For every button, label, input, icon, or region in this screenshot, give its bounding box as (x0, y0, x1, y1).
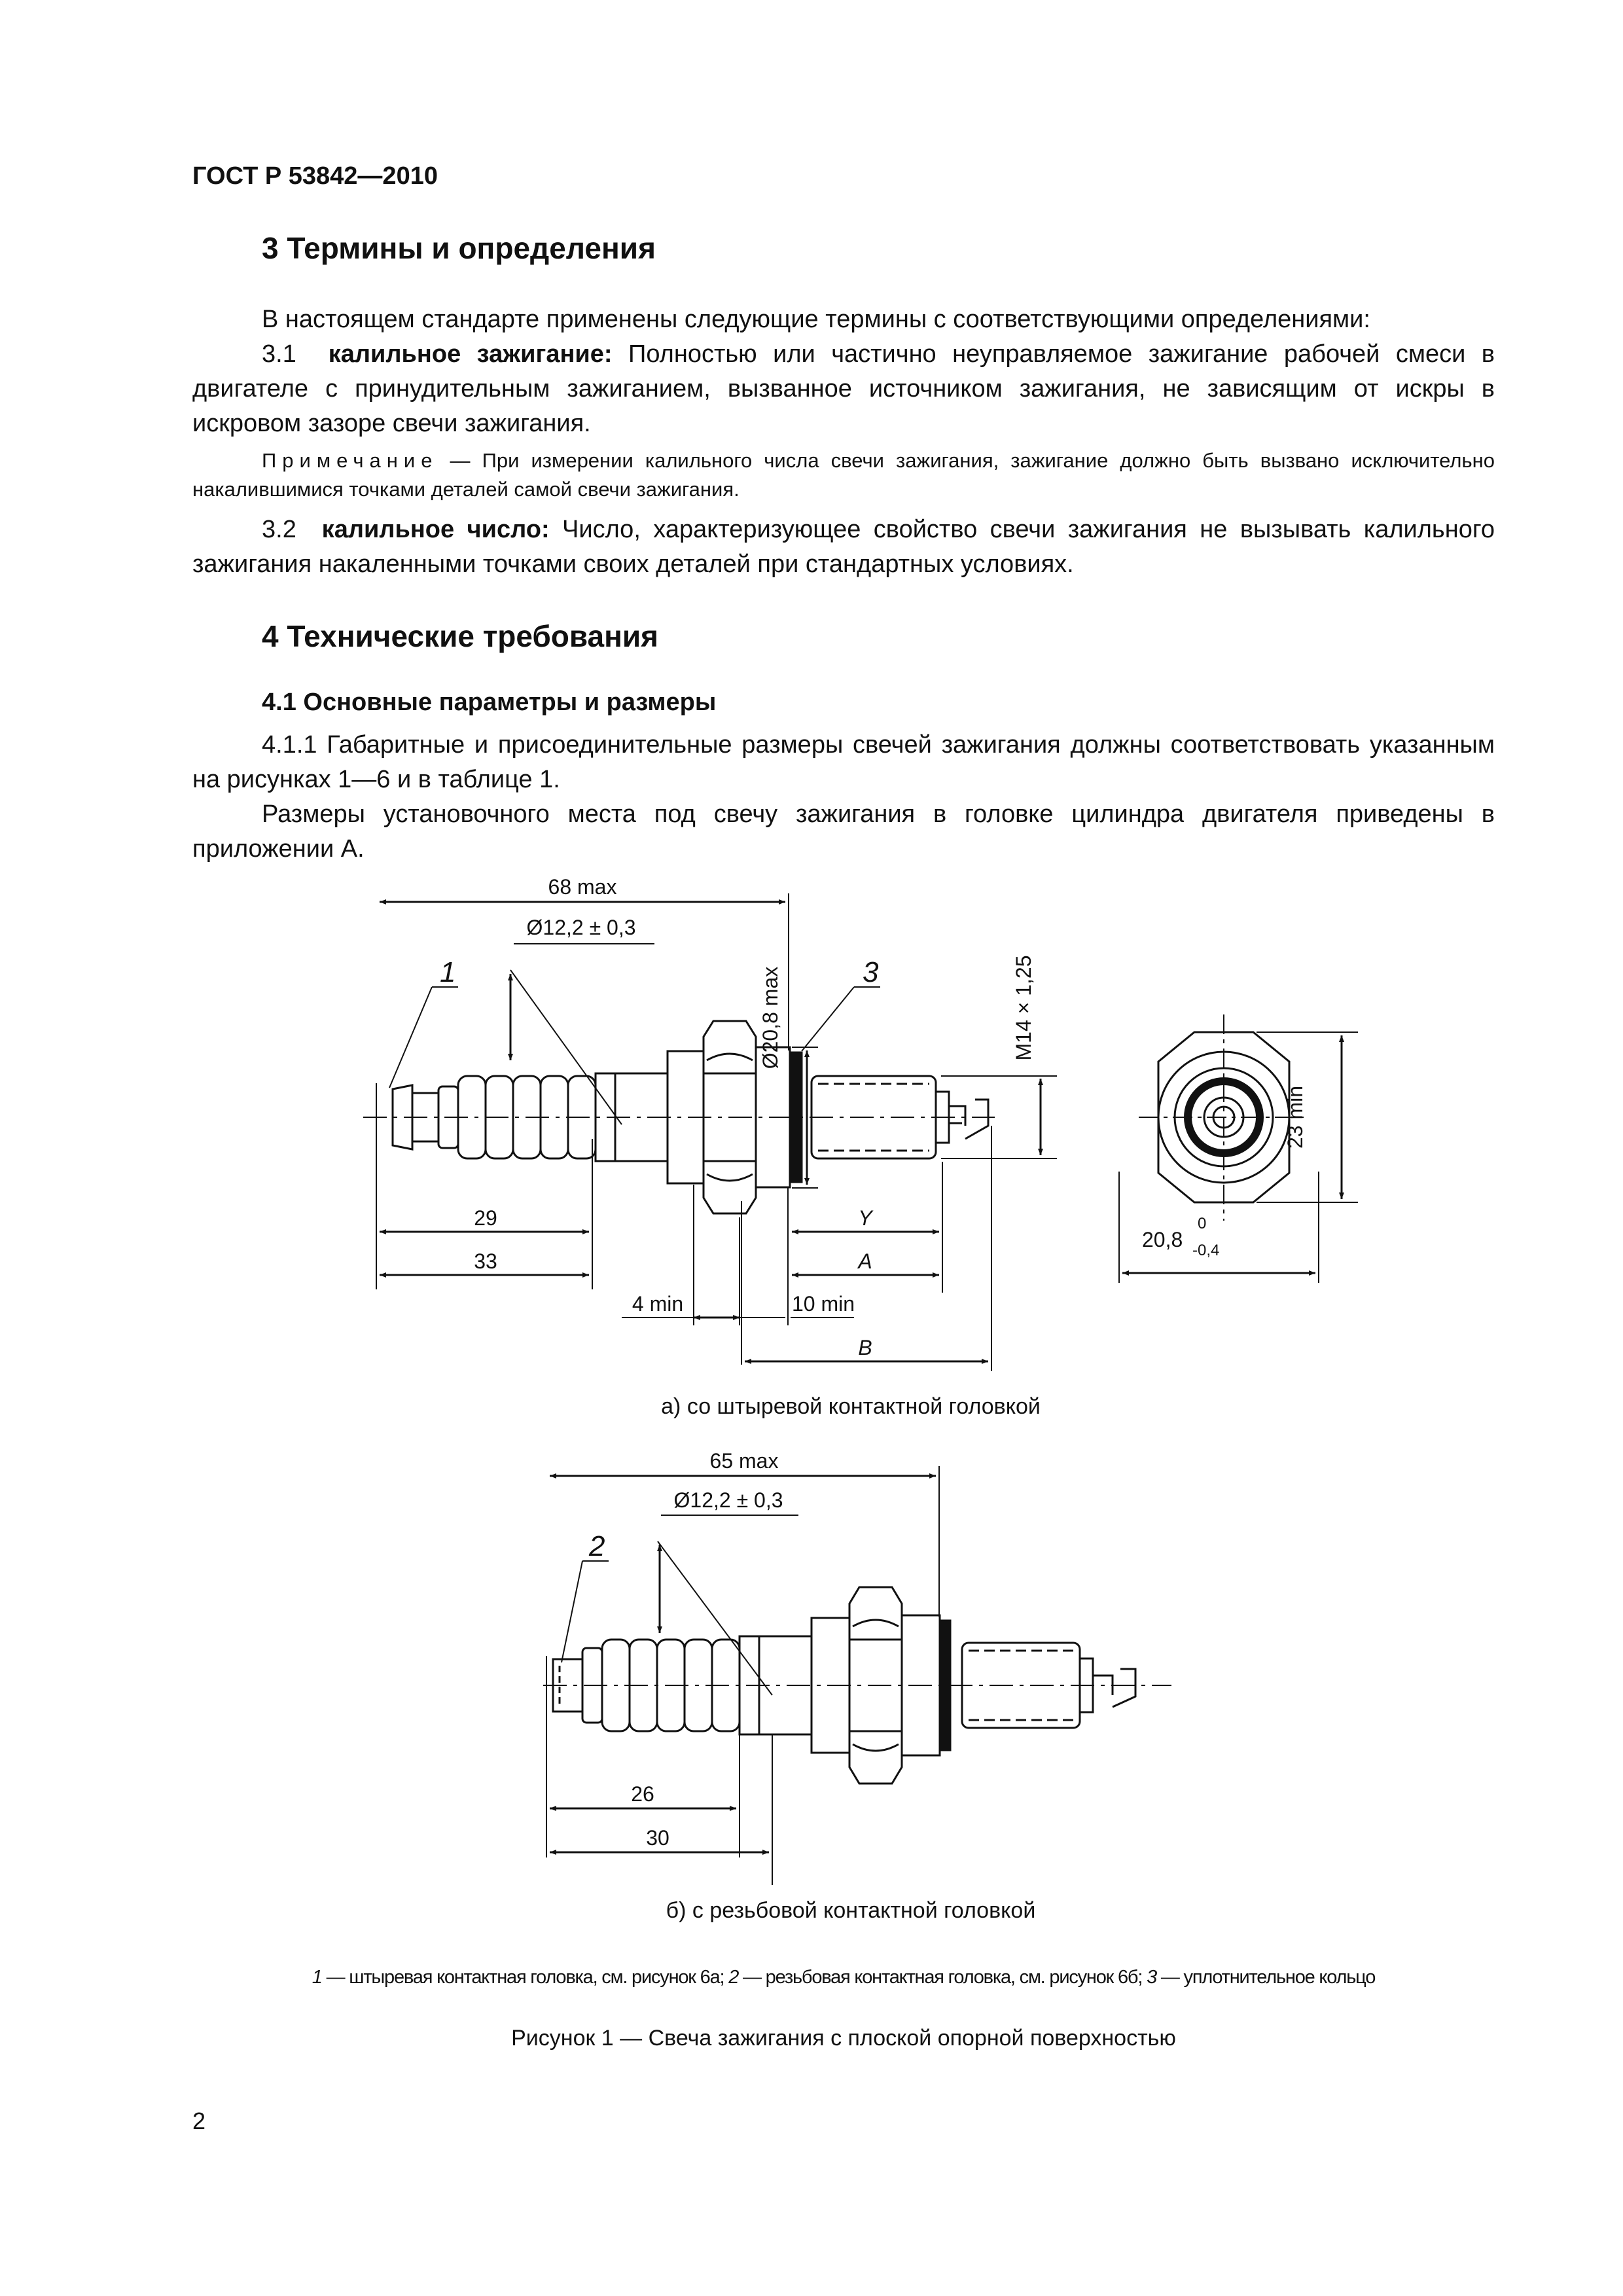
callout-3: 3 (863, 956, 879, 988)
spark-plug-b (543, 1587, 1171, 1784)
figure-a-caption: а) со штыревой контактной головкой (661, 1394, 1041, 1419)
term-3-2-definition: Число, характеризующее свойство свечи зажигания не вызывать калильного зажигания накаленными точками своих деталей при стандартных условиях. (192, 516, 1495, 578)
document-header: ГОСТ Р 53842—2010 (192, 162, 438, 190)
section-3-heading: 3 Термины и определения (262, 231, 656, 265)
dim-hex-base: 20,8 (1142, 1228, 1183, 1251)
legend-text-1: — штыревая контактная головка, см. рисунок 6а; (321, 1967, 729, 1988)
legend-key-2: 2 (728, 1967, 739, 1988)
dim-30: 30 (646, 1826, 669, 1850)
spark-plug-a (363, 1021, 995, 1213)
callout-1: 1 (440, 956, 456, 988)
dim-33: 33 (474, 1249, 497, 1273)
hex-end-view (1139, 1014, 1306, 1221)
term-3-2-term: калильное число: (321, 516, 550, 543)
legend-key-3: 3 (1147, 1967, 1156, 1988)
term-3-2-number: 3.2 (262, 516, 296, 543)
section-3-intro: В настоящем стандарте применены следующие термины с соответствующими определениями: (262, 306, 1370, 333)
figure-b-caption: б) с резьбовой контактной головкой (666, 1898, 1036, 1923)
dim-B: B (858, 1336, 872, 1359)
note-label: Примечание (262, 449, 438, 472)
dim-A: A (858, 1249, 872, 1273)
dim-hex-upper-tol: 0 (1198, 1215, 1207, 1232)
term-3-1-definition: Полностью или частично неуправляемое зажигание рабочей смеси в двигателе с принудительным зажиганием, вызванное источником зажигания, не зависящим от искры в искровом зазоре свечи зажигания. (192, 340, 1495, 437)
paragraph-4-1-1: 4.1.1 Габаритные и присоединительные размеры свечей зажигания должны соответствовать указанным на рисунках 1—6 и в таблице 1. (192, 731, 1495, 793)
page-number: 2 (192, 2108, 206, 2134)
dim-hex-lower-tol: -0,4 (1192, 1242, 1220, 1259)
paragraph-installation: Размеры установочного места под свечу зажигания в головке цилиндра двигателя приведены в приложении А. (192, 800, 1495, 863)
term-3-1-term: калильное зажигание: (328, 340, 613, 368)
legend-key-1: 1 (312, 1967, 322, 1988)
dim-65-max: 65 max (709, 1449, 779, 1473)
figure-title: Рисунок 1 — Свеча зажигания с плоской опорной поверхностью (511, 2026, 1176, 2051)
dim-diameter-12-2: Ø12,2 ± 0,3 (526, 916, 636, 939)
dim-Y: Y (858, 1206, 872, 1230)
dim-68-max: 68 max (548, 875, 617, 899)
dim-29: 29 (474, 1206, 497, 1230)
term-3-1-number: 3.1 (262, 340, 296, 368)
figure-legend (192, 1967, 1495, 1988)
dim-26: 26 (631, 1782, 654, 1806)
dim-23-min: 23 min (1283, 1085, 1307, 1149)
dim-hex-diameter: Ø20,8 max (758, 966, 782, 1069)
dim-4-min: 4 min (632, 1292, 684, 1316)
dim-10-min: 10 min (791, 1292, 855, 1316)
dim-b-diameter-12-2: Ø12,2 ± 0,3 (673, 1488, 783, 1512)
section-4-1-heading: 4.1 Основные параметры и размеры (262, 689, 717, 716)
legend-text-3: — уплотнительное кольцо (1156, 1967, 1376, 1988)
callout-2: 2 (589, 1530, 605, 1562)
section-4-heading: 4 Технические требования (262, 619, 658, 653)
dim-thread: M14 × 1,25 (1012, 955, 1035, 1061)
note-text: — При измерении калильного числа свечи зажигания, зажигание должно быть вызвано исключительно накалившимися точками деталей самой свечи зажигания. (192, 449, 1495, 501)
legend-text-2: — резьбовая контактная головка, см. рисунок 6б; (738, 1967, 1147, 1988)
